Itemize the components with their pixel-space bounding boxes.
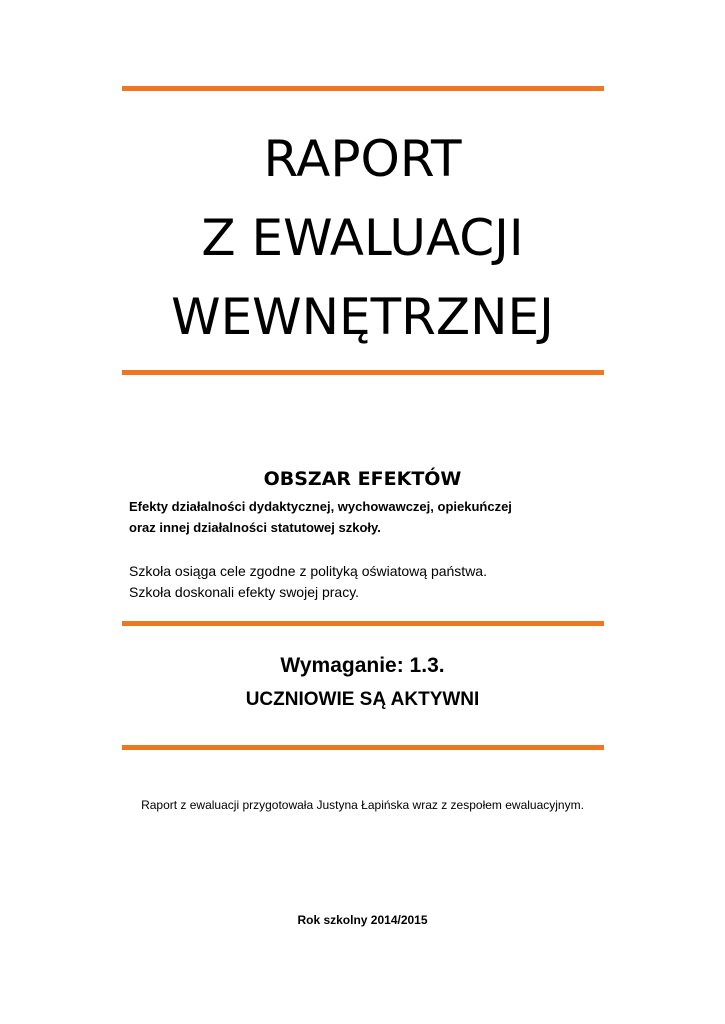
top-divider	[122, 86, 604, 91]
report-title-line-3: WEWNĘTRZNEJ	[171, 288, 554, 346]
requirement-label: Wymaganie: 1.3.	[280, 654, 445, 677]
title-divider	[122, 370, 604, 375]
requirement-block	[0, 648, 725, 716]
report-title-line-2: Z EWALUACJI	[201, 209, 524, 267]
requirement-divider	[122, 745, 604, 750]
area-description-line-2: oraz innej działalności statutowej szkoły.	[129, 520, 381, 535]
area-description	[129, 496, 609, 538]
requirement-name: UCZNIOWIE SĄ AKTYWNI	[245, 689, 480, 710]
report-title-line-1: RAPORT	[263, 130, 462, 188]
area-goal-1: Szkoła osiąga cele zgodne z polityką oświatową państwa.	[129, 563, 487, 579]
area-divider	[122, 621, 604, 626]
area-goal-2: Szkoła doskonali efekty swojej pracy.	[129, 584, 360, 600]
area-goals	[129, 561, 609, 603]
author-note: Raport z ewaluacji przygotowała Justyna Łapińska wraz z zespołem ewaluacyjnym.	[141, 798, 584, 812]
area-heading: OBSZAR EFEKTÓW	[263, 468, 462, 490]
school-year: Rok szkolny 2014/2015	[297, 913, 428, 927]
area-description-line-1: Efekty działalności dydaktycznej, wychowawczej, opiekuńczej	[129, 499, 512, 514]
report-title	[0, 120, 725, 357]
